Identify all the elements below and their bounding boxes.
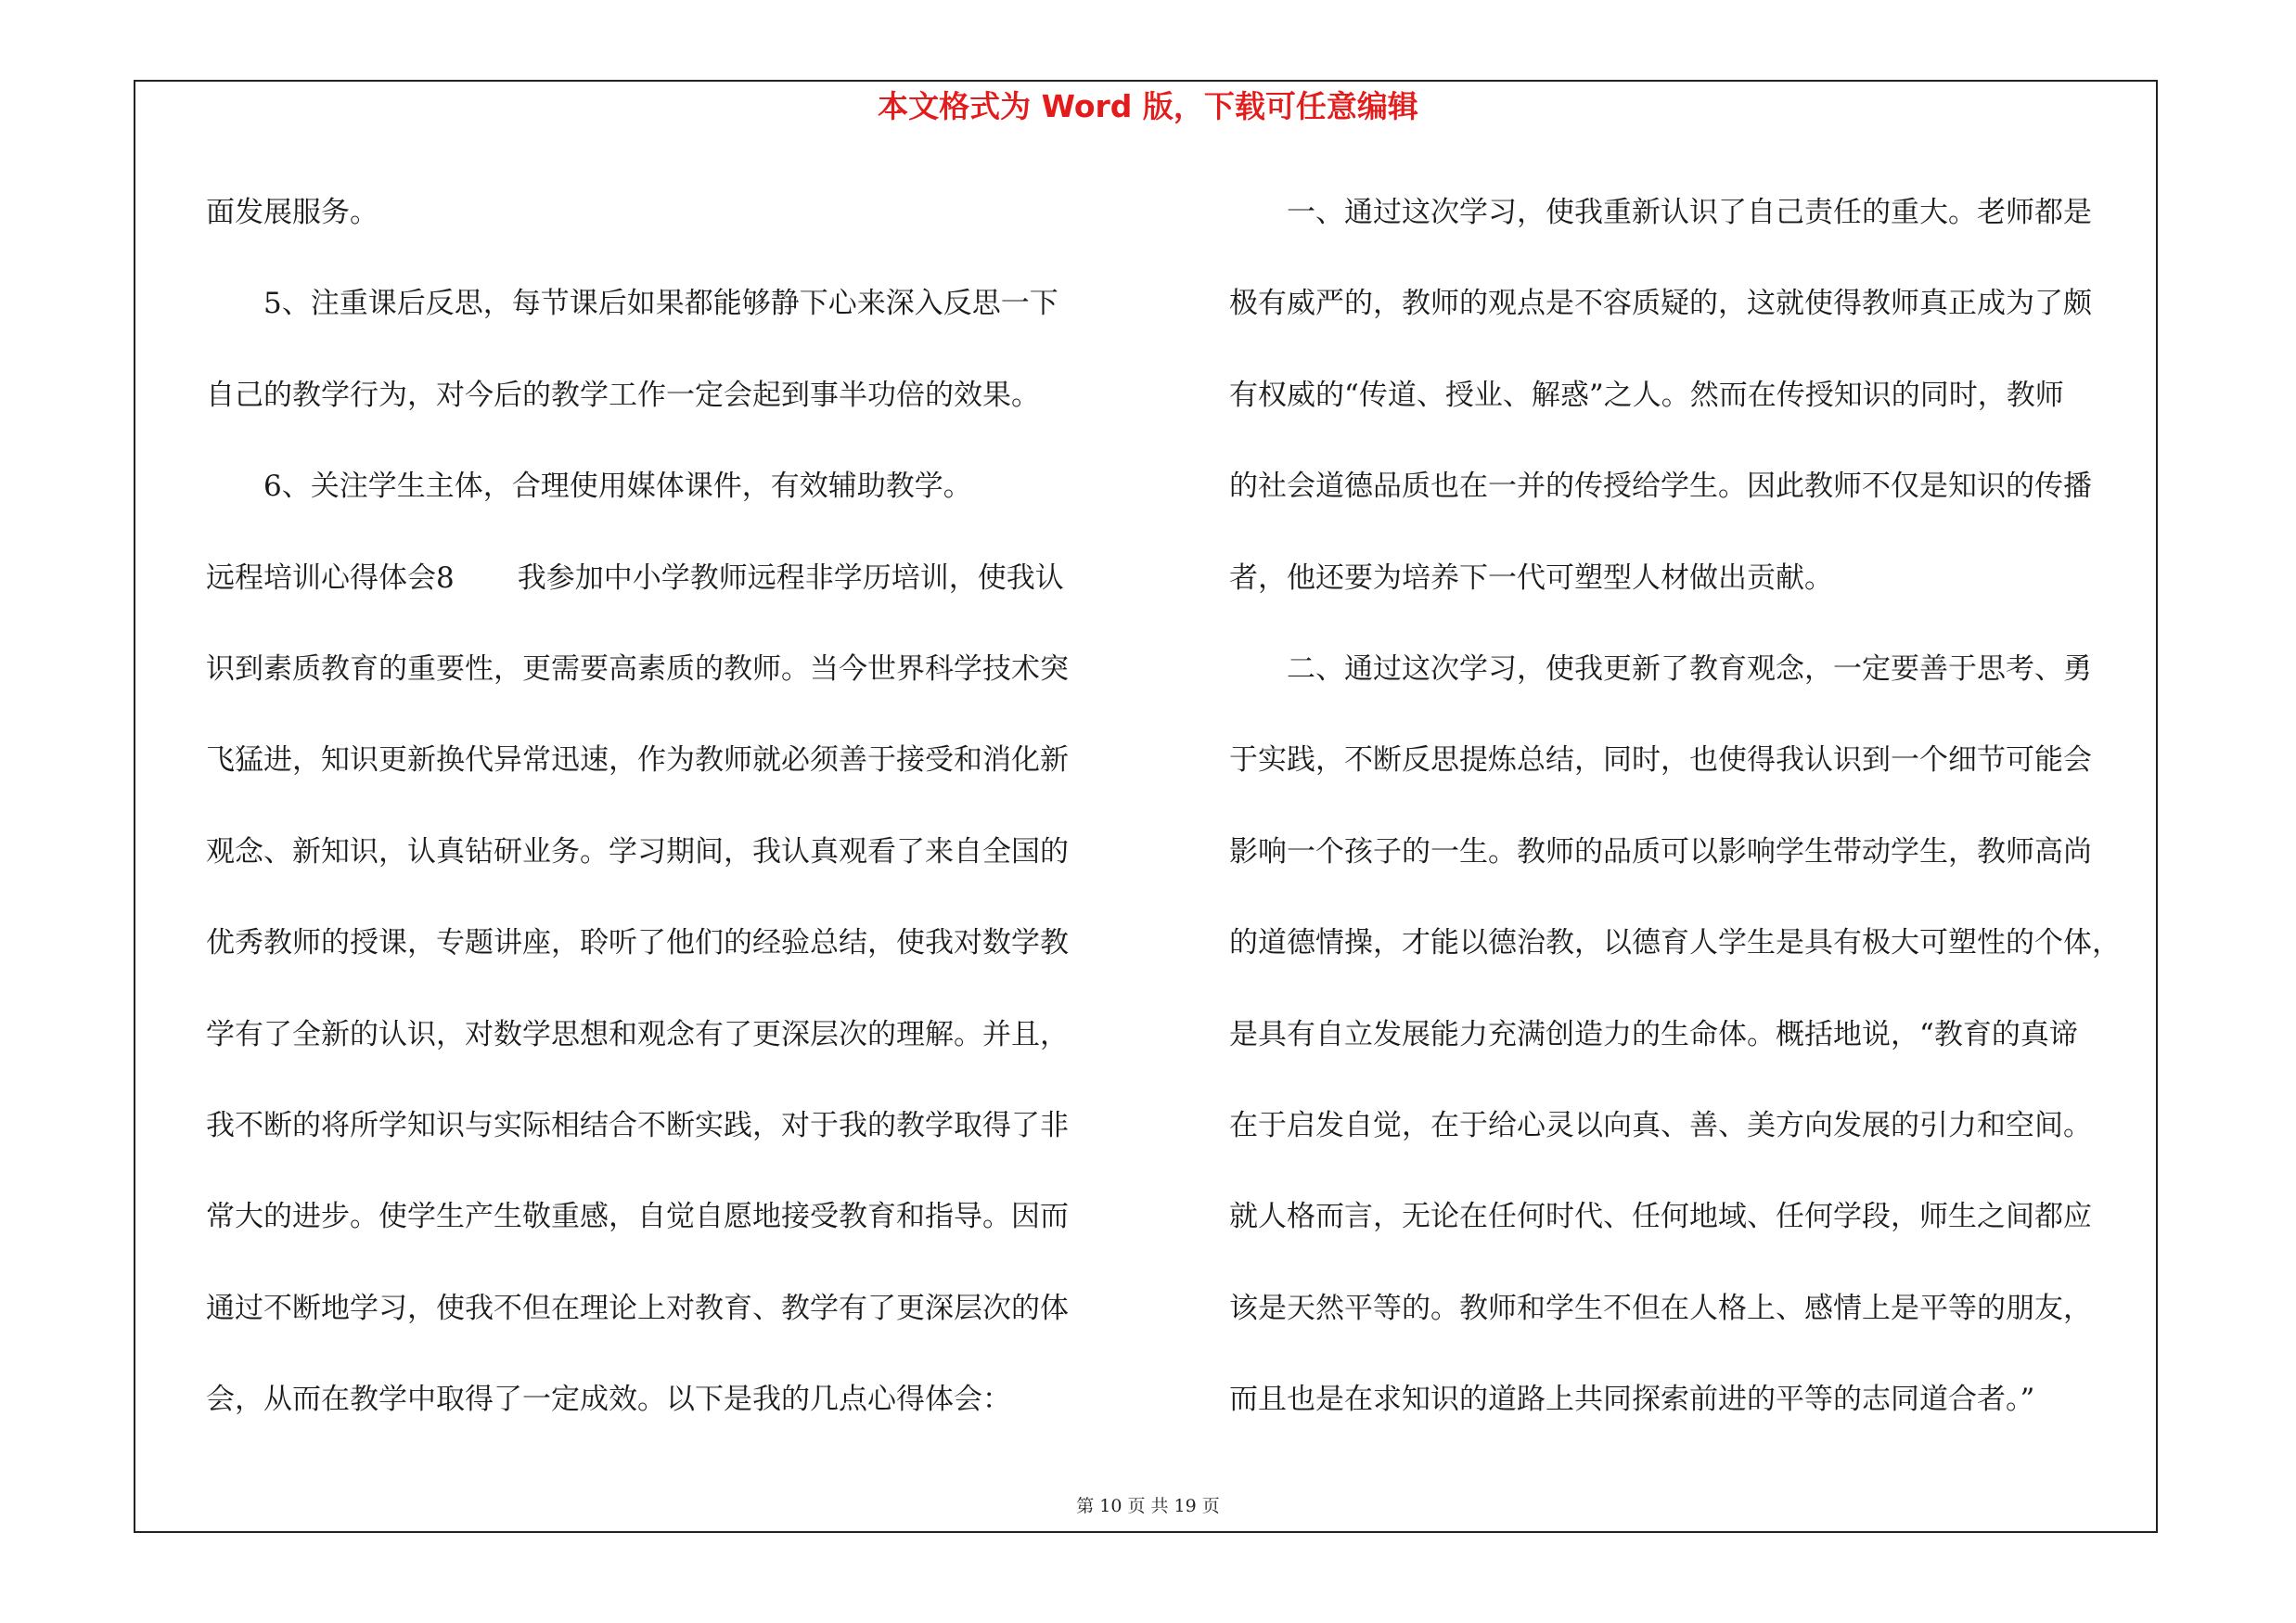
paragraph-line: 的道德情操，才能以德治教，以德育人学生是具有极大可塑性的个体， — [1229, 926, 2121, 960]
paragraph-line: 面发展服务。 — [206, 196, 378, 229]
paragraph-line: 优秀教师的授课，专题讲座，聆听了他们的经验总结，使我对数学教 — [206, 926, 1069, 960]
paragraph-line: 者，他还要为培养下一代可塑型人材做出贡献。 — [1229, 560, 1833, 595]
paragraph-line: 学有了全新的认识，对数学思想和观念有了更深层次的理解。并且， — [206, 1017, 1069, 1051]
section-heading: 远程培训心得体会8 — [206, 560, 455, 595]
paragraph-line: 于实践，不断反思提炼总结，同时，也使得我认识到一个细节可能会 — [1229, 743, 2092, 778]
paragraph-line: 在于启发自觉，在于给心灵以向真、善、美方向发展的引力和空间。 — [1229, 1108, 2092, 1142]
paragraph-text: 我参加中小学教师远程非学历培训，使我认 — [517, 560, 1064, 595]
section-heading-line — [206, 548, 1152, 639]
page-number: 第 10 页 共 19 页 — [1076, 1496, 1220, 1516]
editable-notice-banner: 本文格式为 Word 版，下载可任意编辑 — [878, 88, 1418, 124]
paragraph-line: 的社会道德品质也在一并的传授给学生。因此教师不仅是知识的传播 — [1229, 470, 2092, 504]
paragraph-line: 有权威的“传道、授业、解惑”之人。然而在传授知识的同时，教师 — [1229, 378, 2064, 412]
paragraph-line: 而且也是在求知识的道路上共同探索前进的平等的志同道合者。” — [1229, 1383, 2035, 1417]
paragraph-line: 自己的教学行为，对今后的教学工作一定会起到事半功倍的效果。 — [206, 378, 1040, 412]
paragraph-line: 影响一个孩子的一生。教师的品质可以影响学生带动学生，教师高尚 — [1229, 834, 2092, 869]
paragraph-line: 常大的进步。使学生产生敬重感，自觉自愿地接受教育和指导。因而 — [206, 1200, 1069, 1234]
paragraph-line: 飞猛进，知识更新换代异常迅速，作为教师就必须善于接受和消化新 — [206, 743, 1069, 778]
paragraph-line: 通过不断地学习，使我不但在理论上对教育、教学有了更深层次的体 — [206, 1291, 1069, 1325]
paragraph-line: 二、通过这次学习，使我更新了教育观念，一定要善于思考、勇 — [1287, 651, 2092, 686]
paragraph-line: 就人格而言，无论在任何时代、任何地域、任何学段，师生之间都应 — [1229, 1200, 2092, 1234]
paragraph-line: 识到素质教育的重要性，更需要高素质的教师。当今世界科学技术突 — [206, 651, 1069, 686]
left-text-column — [206, 183, 1152, 1461]
paragraph-line: 是具有自立发展能力充满创造力的生命体。概括地说，“教育的真谛 — [1229, 1017, 2078, 1051]
paragraph-line: 我不断的将所学知识与实际相结合不断实践，对于我的教学取得了非 — [206, 1108, 1069, 1142]
paragraph-line: 观念、新知识，认真钻研业务。学习期间，我认真观看了来自全国的 — [206, 834, 1069, 869]
paragraph-line: 极有威严的，教师的观点是不容质疑的，这就使得教师真正成为了颇 — [1229, 287, 2092, 321]
paragraph-line: 一、通过这次学习，使我重新认识了自己责任的重大。老师都是 — [1287, 196, 2092, 229]
paragraph-line: 5、注重课后反思，每节课后如果都能够静下心来深入反思一下 — [263, 287, 1058, 321]
paragraph-line: 会，从而在教学中取得了一定成效。以下是我的几点心得体会： — [206, 1383, 1011, 1417]
right-text-column — [1229, 183, 2175, 1461]
paragraph-line: 该是天然平等的。教师和学生不但在人格上、感情上是平等的朋友， — [1229, 1291, 2092, 1325]
paragraph-line: 6、关注学生主体，合理使用媒体课件，有效辅助教学。 — [263, 470, 972, 504]
